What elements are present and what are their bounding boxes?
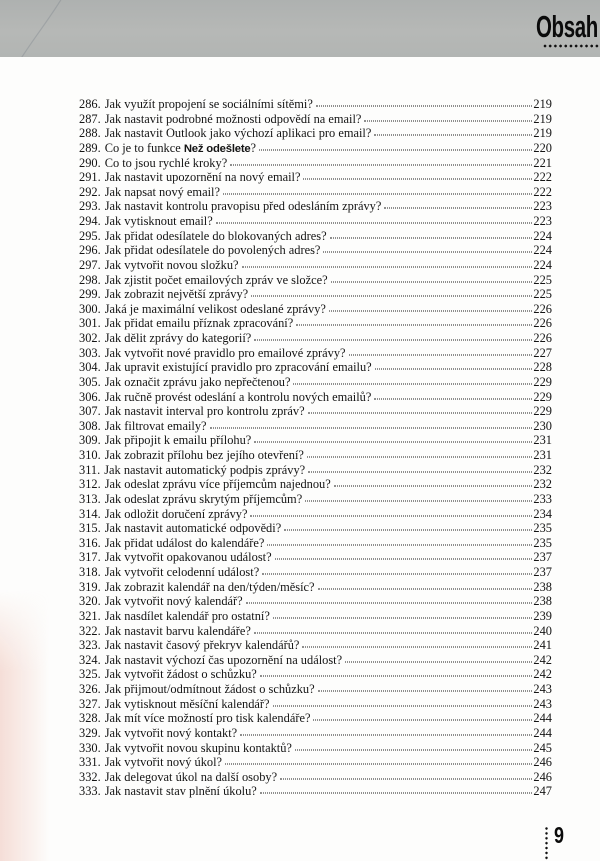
- dot-leader: [251, 296, 532, 297]
- toc-entry: [79, 711, 552, 726]
- entry-text: Jak vytvořit novou složku?: [104, 257, 239, 272]
- entry-number: 319.: [79, 579, 101, 594]
- dot-leader: [384, 208, 532, 209]
- entry-number: 311.: [79, 462, 101, 477]
- entry-page-number: 224: [533, 257, 552, 272]
- entry-page-number: 246: [533, 755, 552, 770]
- entry-text: Jak odložit doručení zprávy?: [104, 506, 248, 521]
- dot-leader: [254, 340, 532, 341]
- toc-entry: [79, 550, 552, 565]
- entry-page-number: 229: [533, 374, 552, 389]
- entry-text: Jak upravit existující pravidlo pro zpracování emailu?: [104, 360, 372, 375]
- dot-leader: [303, 179, 532, 180]
- dot-leader: [275, 559, 533, 560]
- entry-text: Jak označit zprávu jako nepřečtenou?: [104, 374, 291, 389]
- dot-leader: [334, 486, 533, 487]
- entry-text: Jak filtrovat emaily?: [104, 418, 207, 433]
- entry-page-number: 244: [533, 711, 552, 726]
- toc-entry: [79, 375, 552, 390]
- toc-entry: [79, 126, 552, 141]
- entry-page-number: 237: [533, 565, 552, 579]
- dot-leader: [318, 691, 533, 692]
- entry-text: Jak přidat událost do kalendáře?: [104, 535, 265, 550]
- entry-number: 310.: [79, 448, 101, 462]
- toc-entry: [79, 433, 552, 448]
- toc-entry: [79, 507, 552, 522]
- dot-leader: [262, 574, 532, 575]
- entry-page-number: 246: [533, 769, 552, 784]
- toc-entry: [79, 784, 552, 799]
- entry-number: 333.: [79, 784, 101, 799]
- entry-text: Jak nastavit upozornění na nový email?: [104, 170, 301, 185]
- entry-number: 332.: [79, 769, 101, 784]
- entry-page-number: 223: [533, 199, 552, 214]
- dot-leader: [302, 647, 532, 648]
- dot-leader: [318, 588, 533, 589]
- dot-leader: [280, 778, 532, 779]
- entry-number: 331.: [79, 755, 101, 770]
- entry-page-number: 238: [533, 579, 552, 594]
- dot-leader: [216, 223, 533, 224]
- entry-number: 329.: [79, 725, 101, 740]
- dot-leader: [230, 164, 532, 165]
- toc-entry: [79, 448, 552, 463]
- entry-page-number: 219: [533, 111, 552, 126]
- entry-page-number: 235: [533, 521, 552, 536]
- dot-leader: [316, 106, 533, 107]
- entry-number: 328.: [79, 711, 101, 726]
- entry-page-number: 245: [533, 740, 552, 755]
- toc-entry: [79, 97, 552, 112]
- entry-page-number: 241: [533, 638, 552, 653]
- entry-number: 294.: [79, 214, 101, 228]
- entry-text: Jak nastavit stav plnění úkolu?: [104, 784, 257, 799]
- entry-text: Jak vytvořit celodenní událost?: [104, 565, 260, 579]
- entry-text: Jaká je maximální velikost odeslané zprávy?: [104, 301, 326, 316]
- toc-entry: [79, 624, 552, 639]
- entry-number: 303.: [79, 345, 101, 360]
- toc-entry: [79, 141, 552, 156]
- toc-entry: [79, 243, 552, 258]
- entry-text: Jak nasdílet kalendář pro ostatní?: [104, 608, 270, 623]
- toc-entry: [79, 521, 552, 536]
- entry-page-number: 229: [533, 404, 552, 419]
- entry-number: 301.: [79, 316, 101, 331]
- dot-leader: [242, 266, 533, 267]
- toc-entry: [79, 156, 552, 171]
- entry-page-number: 235: [533, 535, 552, 550]
- scan-crease-artifact: [0, 0, 120, 57]
- page-title: Obsah: [535, 9, 598, 44]
- entry-number: 325.: [79, 667, 101, 682]
- toc-entry: [79, 770, 552, 785]
- dot-leader: [364, 120, 532, 121]
- toc-entry: [79, 741, 552, 756]
- toc-entry: [79, 653, 552, 668]
- toc-entry: [79, 726, 552, 741]
- dot-leader: [313, 720, 532, 721]
- entry-number: 295.: [79, 228, 101, 243]
- entry-number: 313.: [79, 491, 101, 506]
- dot-leader: [349, 354, 533, 355]
- entry-page-number: 227: [533, 345, 552, 360]
- entry-number: 312.: [79, 477, 101, 492]
- toc-entry: [79, 755, 552, 770]
- toc-entry: [79, 214, 552, 229]
- entry-text: Jak ručně provést odeslání a kontrolu nových emailů?: [104, 389, 372, 404]
- entry-text: Jak zobrazit přílohu bez jejího otevření?: [104, 448, 304, 462]
- entry-text: Jak nastavit interval pro kontrolu zpráv?: [104, 404, 305, 419]
- dot-leader: [374, 135, 532, 136]
- entry-page-number: 232: [533, 477, 552, 492]
- entry-page-number: 220: [533, 140, 552, 155]
- entry-text: Jak vytvořit nový kontakt?: [104, 725, 238, 740]
- entry-number: 330.: [79, 740, 101, 755]
- entry-number: 296.: [79, 243, 101, 258]
- toc-entry: [79, 287, 552, 302]
- dot-leader: [375, 369, 533, 370]
- footer-dotted-rule: [545, 827, 548, 861]
- entry-number: 314.: [79, 506, 101, 521]
- entry-text: Jak připojit k emailu přílohu?: [104, 433, 252, 448]
- toc-entry: [79, 594, 552, 609]
- entry-text: Jak přidat odesílatele do blokovaných adres?: [104, 228, 327, 243]
- entry-number: 292.: [79, 184, 101, 199]
- entry-text: Jak nastavit podrobné možnosti odpovědí na email?: [104, 111, 362, 126]
- entry-text: Jak dělit zprávy do kategorií?: [104, 331, 252, 345]
- dot-leader: [374, 398, 532, 399]
- entry-text: Jak zjistit počet emailových zpráv ve složce?: [104, 272, 328, 287]
- toc-entry: [79, 609, 552, 624]
- dot-leader: [273, 617, 533, 618]
- dot-leader: [330, 237, 533, 238]
- dot-leader: [307, 457, 533, 458]
- scan-shadow-artifact: [0, 590, 50, 861]
- entry-number: 309.: [79, 433, 101, 448]
- entry-number: 305.: [79, 374, 101, 389]
- entry-number: 306.: [79, 389, 101, 404]
- entry-page-number: 238: [533, 594, 552, 609]
- dot-leader: [254, 442, 532, 443]
- entry-text: Jak vytvořit žádost o schůzku?: [104, 667, 257, 682]
- entry-page-number: 231: [533, 448, 552, 462]
- entry-number: 321.: [79, 608, 101, 623]
- title-dotted-rule: [543, 44, 600, 48]
- entry-text: Jak nastavit kontrolu pravopisu před odesláním zprávy?: [104, 199, 382, 214]
- entry-number: 290.: [79, 155, 101, 170]
- entry-text: Jak vytisknout měsíční kalendář?: [104, 696, 270, 711]
- dot-leader: [260, 793, 533, 794]
- entry-page-number: 221: [533, 155, 552, 170]
- entry-page-number: 242: [533, 652, 552, 667]
- entry-page-number: 247: [533, 784, 552, 799]
- entry-page-number: 226: [533, 316, 552, 331]
- entry-text: Jak zobrazit kalendář na den/týden/měsíc?: [104, 579, 315, 594]
- entry-number: 315.: [79, 521, 101, 536]
- entry-page-number: 232: [533, 462, 552, 477]
- entry-page-number: 239: [533, 608, 552, 623]
- toc-entry: [79, 229, 552, 244]
- toc-entry: [79, 302, 552, 317]
- entry-number: 297.: [79, 257, 101, 272]
- dot-leader: [323, 252, 532, 253]
- entry-page-number: 243: [533, 696, 552, 711]
- page-header-band: [0, 0, 600, 57]
- toc-entry: [79, 331, 552, 346]
- dot-leader: [296, 325, 532, 326]
- entry-page-number: 224: [533, 243, 552, 258]
- entry-number: 287.: [79, 111, 101, 126]
- entry-page-number: 234: [533, 506, 552, 521]
- entry-page-number: 223: [533, 214, 552, 228]
- entry-page-number: 219: [533, 97, 552, 111]
- entry-text: Jak přidat odesílatele do povolených adres?: [104, 243, 321, 258]
- toc-list: [79, 97, 552, 799]
- entry-number: 326.: [79, 682, 101, 696]
- entry-page-number: 222: [533, 170, 552, 185]
- entry-text: Jak nastavit automatický podpis zprávy?: [104, 462, 306, 477]
- entry-text: Jak nastavit Outlook jako výchozí aplikaci pro email?: [104, 126, 372, 141]
- entry-text: Jak odeslat zprávu více příjemcům najednou?: [104, 477, 331, 492]
- entry-text: Jak vytvořit opakovanou událost?: [104, 550, 272, 565]
- entry-page-number: 226: [533, 301, 552, 316]
- dot-leader: [293, 383, 532, 384]
- entry-number: 322.: [79, 623, 101, 638]
- entry-text: Jak nastavit automatické odpovědi?: [104, 521, 282, 536]
- entry-page-number: 225: [533, 287, 552, 302]
- entry-number: 302.: [79, 331, 101, 345]
- dot-leader: [295, 749, 532, 750]
- toc-entry: [79, 638, 552, 653]
- toc-entry: [79, 170, 552, 185]
- entry-page-number: 240: [533, 623, 552, 638]
- entry-number: 299.: [79, 287, 101, 302]
- dot-leader: [250, 515, 532, 516]
- entry-text: Jak přidat emailu příznak zpracování?: [104, 316, 294, 331]
- entry-number: 289.: [79, 140, 101, 155]
- toc-entry: [79, 273, 552, 288]
- entry-text: Jak využít propojení se sociálními sítěmi?: [104, 97, 313, 111]
- entry-text: Jak mít více možností pro tisk kalendáře?: [104, 711, 311, 726]
- entry-number: 307.: [79, 404, 101, 419]
- entry-number: 293.: [79, 199, 101, 214]
- toc-entry: [79, 112, 552, 127]
- dot-leader: [345, 661, 532, 662]
- entry-number: 324.: [79, 652, 101, 667]
- toc-entry: [79, 390, 552, 405]
- toc-entry: [79, 697, 552, 712]
- dot-leader: [329, 310, 532, 311]
- entry-text: Jak vytvořit novou skupinu kontaktů?: [104, 740, 292, 755]
- entry-text: Jak odeslat zprávu skrytým příjemcům?: [104, 491, 303, 506]
- entry-page-number: 230: [533, 418, 552, 433]
- entry-page-number: 242: [533, 667, 552, 682]
- dot-leader: [210, 427, 533, 428]
- toc-entry: [79, 419, 552, 434]
- dot-leader: [246, 603, 533, 604]
- entry-number: 298.: [79, 272, 101, 287]
- entry-page-number: 244: [533, 725, 552, 740]
- page-number: 9: [554, 822, 564, 848]
- entry-number: 327.: [79, 696, 101, 711]
- entry-page-number: 243: [533, 682, 552, 696]
- entry-page-number: 229: [533, 389, 552, 404]
- dot-leader: [305, 500, 532, 501]
- toc-entry: [79, 580, 552, 595]
- dot-leader: [284, 530, 532, 531]
- toc-entry: [79, 667, 552, 682]
- entry-number: 291.: [79, 170, 101, 185]
- entry-number: 304.: [79, 360, 101, 375]
- toc-entry: [79, 536, 552, 551]
- entry-text: Jak přijmout/odmítnout žádost o schůzku?: [104, 682, 315, 696]
- entry-page-number: 233: [533, 491, 552, 506]
- entry-number: 317.: [79, 550, 101, 565]
- dot-leader: [308, 413, 533, 414]
- entry-page-number: 222: [533, 184, 552, 199]
- entry-text: Jak vytvořit nové pravidlo pro emailové zprávy?: [104, 345, 346, 360]
- dot-leader: [254, 632, 533, 633]
- entry-number: 286.: [79, 97, 101, 111]
- dot-leader: [223, 193, 532, 194]
- entry-page-number: 224: [533, 228, 552, 243]
- dot-leader: [260, 676, 533, 677]
- entry-number: 320.: [79, 594, 101, 609]
- toc-entry: [79, 346, 552, 361]
- entry-bold-term: Než odešlete: [183, 142, 251, 155]
- entry-text: Jak vytisknout email?: [104, 214, 213, 228]
- dot-leader: [225, 764, 532, 765]
- entry-text: Jak nastavit výchozí čas upozornění na událost?: [104, 652, 343, 667]
- entry-number: 308.: [79, 418, 101, 433]
- toc-entry: [79, 492, 552, 507]
- dot-leader: [273, 705, 533, 706]
- entry-text: Jak vytvořit nový kalendář?: [104, 594, 243, 609]
- dot-leader: [308, 471, 532, 472]
- dot-leader: [259, 149, 532, 150]
- toc-entry: [79, 360, 552, 375]
- dot-leader: [331, 281, 533, 282]
- entry-text: Jak zobrazit největší zprávy?: [104, 287, 249, 302]
- toc-entry: [79, 477, 552, 492]
- entry-text: Jak nastavit časový překryv kalendářů?: [104, 638, 300, 653]
- toc-entry: [79, 199, 552, 214]
- toc-entry: [79, 185, 552, 200]
- toc-entry: [79, 258, 552, 273]
- toc-entry: [79, 682, 552, 697]
- entry-page-number: 228: [533, 360, 552, 375]
- dot-leader: [267, 544, 532, 545]
- entry-number: 288.: [79, 126, 101, 141]
- entry-text: Jak delegovat úkol na další osoby?: [104, 769, 278, 784]
- entry-text: Co to jsou rychlé kroky?: [104, 155, 228, 170]
- entry-number: 318.: [79, 565, 101, 579]
- entry-page-number: 226: [533, 331, 552, 345]
- entry-number: 323.: [79, 638, 101, 653]
- entry-text: Co je to funkce Než odešlete?: [104, 140, 257, 155]
- entry-number: 300.: [79, 301, 101, 316]
- entry-page-number: 231: [533, 433, 552, 448]
- entry-text: Jak napsat nový email?: [104, 184, 220, 199]
- entry-page-number: 225: [533, 272, 552, 287]
- toc-entry: [79, 404, 552, 419]
- entry-page-number: 237: [533, 550, 552, 565]
- entry-text: Jak nastavit barvu kalendáře?: [104, 623, 251, 638]
- entry-page-number: 219: [533, 126, 552, 141]
- dot-leader: [240, 734, 532, 735]
- toc-entry: [79, 316, 552, 331]
- toc-entry: [79, 565, 552, 580]
- toc-entry: [79, 463, 552, 478]
- entry-number: 316.: [79, 535, 101, 550]
- entry-text: Jak vytvořit nový úkol?: [104, 755, 223, 770]
